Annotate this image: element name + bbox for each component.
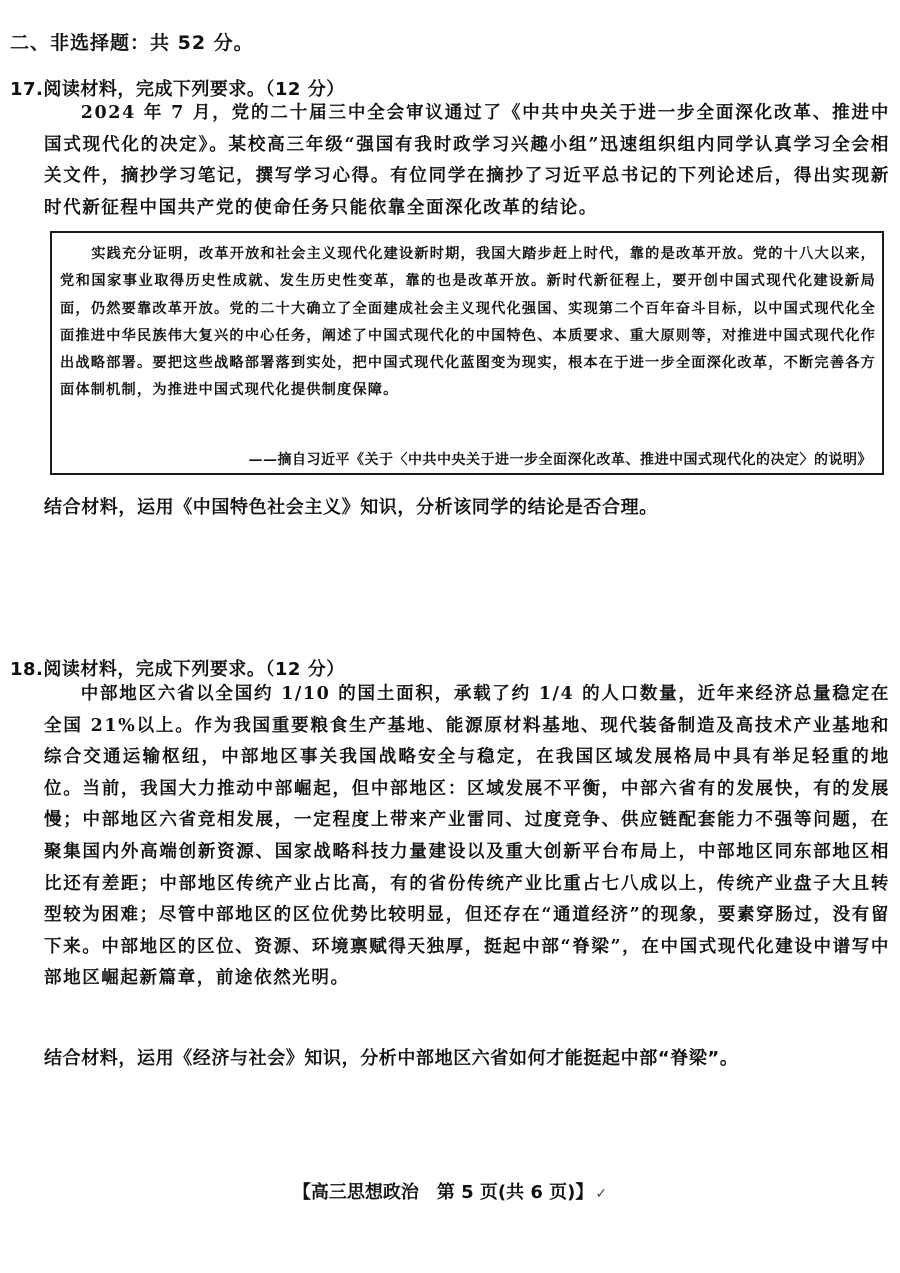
- page-footer: [0, 1178, 900, 1204]
- footer-text: 【高三思想政治 第 5 页(共 6 页)】: [292, 1182, 594, 1203]
- question-18-prompt: 结合材料，运用《经济与社会》知识，分析中部地区六省如何才能挺起中部“脊梁”。: [44, 1048, 739, 1069]
- question-17-prompt: 结合材料，运用《中国特色社会主义》知识，分析该同学的结论是否合理。: [44, 497, 658, 518]
- question-18-title: 18.阅读材料，完成下列要求。（12 分）: [10, 659, 345, 680]
- quote-text: 实践充分证明，改革开放和社会主义现代化建设新时期，我国大踏步赶上时代，靠的是改革开放。党的十八大以来，党和国家事业取得历史性成就、发生历史性变革，靠的也是改革开放。新时代新征程上，要开创中国式现代化建设新局面，仍然要靠改革开放。党的二十大确立了全面建成社会主义现代化强国、实现第二个百年奋斗目标，以中国式现代化全面推进中华民族伟大复兴的中心任务，阐述了中国式现代化的中国特色、本质要求、重大原则等，对推进中国式现代化作出战略部署。要把这些战略部署落到实处，把中国式现代化蓝图变为现实，根本在于进一步全面深化改革，不断完善各方面体制机制，为推进中国式现代化提供制度保障。: [60, 246, 877, 399]
- question-18-material: 中部地区六省以全国约 1/10 的国土面积，承载了约 1/4 的人口数量，近年来经济总量稳定在全国 21%以上。作为我国重要粮食生产基地、能源原材料基地、现代装备制造及高技术产业基地和综合交通运输枢纽，中部地区事关我国战略安全与稳定，在我国区域发展格局中具有举足轻重的地位。当前，我国大力推动中部崛起，但中部地区：区域发展不平衡，中部六省有的发展快，有的发展慢；中部地区六省竞相发展，一定程度上带来产业雷同、过度竞争、供应链配套能力不强等问题，在聚集国内外高端创新资源、国家战略科技力量建设以及重大创新平台布局上，中部地区同东部地区相比还有差距；中部地区传统产业占比高，有的省份传统产业比重占七八成以上，传统产业盘子大且转型较为困难；尽管中部地区的区位优势比较明显，但还存在“通道经济”的现象，要素穿肠过，没有留下来。中部地区的区位、资源、环境禀赋得天独厚，挺起中部“脊梁”，在中国式现代化建设中谱写中部地区崛起新篇章，前途依然光明。: [44, 684, 890, 989]
- question-17-material: 2024 年 7 月，党的二十届三中全会审议通过了《中共中央关于进一步全面深化改革、推进中国式现代化的决定》。某校高三年级“强国有我时政学习兴趣小组”迅速组织组内同学认真学习全会相关文件，摘抄学习笔记，撰写学习心得。有位同学在摘抄了习近平总书记的下列论述后，得出实现新时代新征程中国共产党的使命任务只能依靠全面深化改革的结论。: [44, 103, 890, 218]
- quote-source: ——摘自习近平《关于〈中共中央关于进一步全面深化改革、推进中国式现代化的决定〉的说明》: [248, 452, 872, 468]
- question-17-title: 17.阅读材料，完成下列要求。（12 分）: [10, 79, 345, 100]
- quote-box: [50, 231, 884, 475]
- section-header: 二、非选择题：共 52 分。: [10, 32, 254, 54]
- check-mark-icon: ✓: [595, 1186, 608, 1202]
